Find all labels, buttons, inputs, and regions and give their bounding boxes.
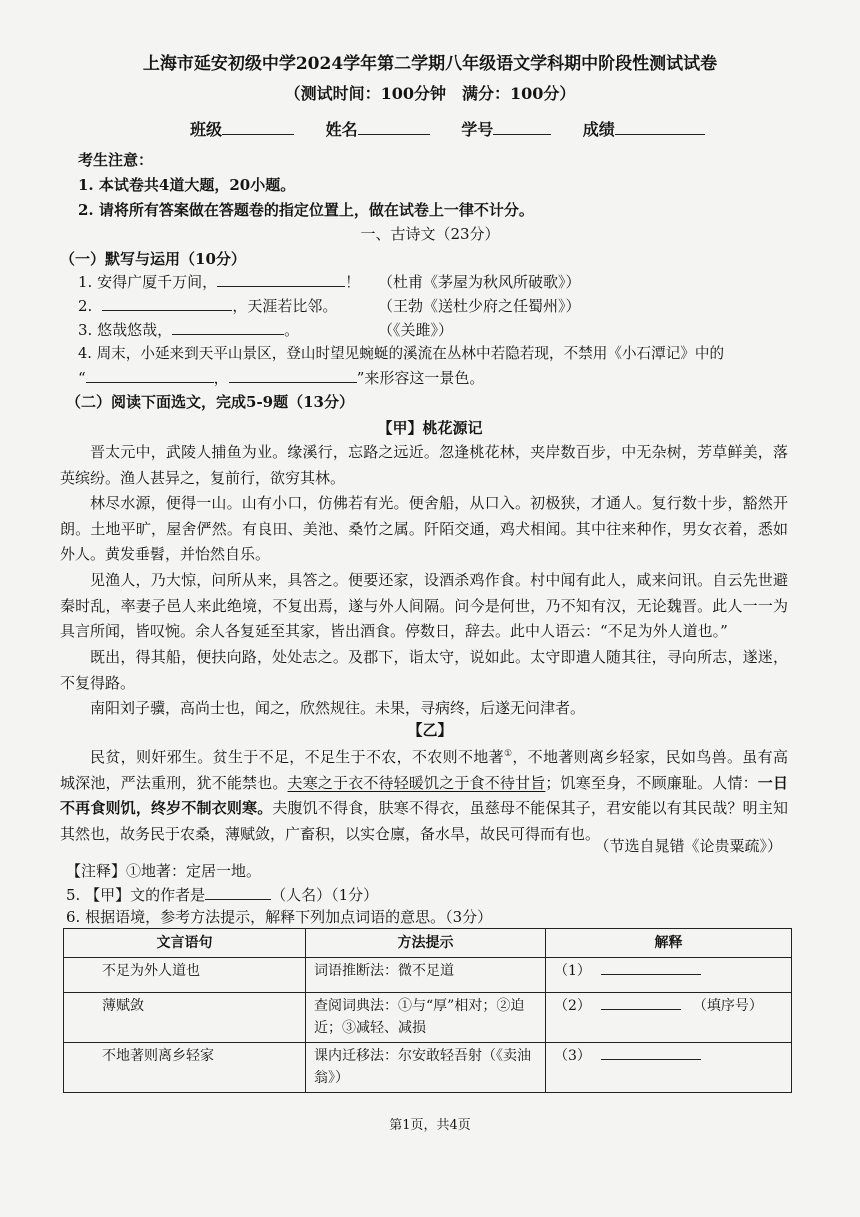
exam-subtitle: （测试时间：100分钟 满分：100分） xyxy=(284,84,576,103)
student-id-blank xyxy=(493,120,551,135)
q3-blank xyxy=(172,320,284,335)
q2-text: ，天涯若比邻。 xyxy=(232,297,338,315)
jia-paragraph-4: 既出，得其船，便扶向路，处处志之。及郡下，诣太守，说如此。太守即遣人随其往，寻向所志，遂迷，不复得路。 xyxy=(60,648,788,692)
q6-hint-1: 词语推断法：微不足道 xyxy=(306,958,546,993)
q6-sentence-3 xyxy=(64,1043,306,1093)
q5-blank xyxy=(205,885,271,900)
table-row xyxy=(64,993,792,1043)
q6-answer-2-note: （填序号） xyxy=(692,998,763,1014)
score-label: 成绩 xyxy=(582,120,615,139)
question-4-line1: 4. 周末，小延来到天平山景区，登山时望见蜿蜒的溪流在丛林中若隐若现，不禁用《小石潭记》中的 xyxy=(78,345,725,362)
yi-title: 【乙】 xyxy=(407,721,453,739)
q2-source: （王勃《送杜少府之任蜀州》） xyxy=(378,297,581,315)
q1-blank xyxy=(217,272,345,287)
yi-text-1: 民贫，则奸邪生。贫生于不足，不足生于不农，不农则不地著 xyxy=(90,748,504,766)
q4-blank-2 xyxy=(229,368,357,383)
q3-end: 。 xyxy=(284,321,300,339)
student-info-row xyxy=(190,119,705,141)
q1-end: ！ xyxy=(345,273,361,291)
q6-sentence-3-text: 不地著则离乡轻家 xyxy=(102,1048,214,1064)
q2-number: 2. xyxy=(78,297,93,315)
q6-table xyxy=(63,928,792,1093)
q6-header-row xyxy=(64,929,792,958)
question-6: 6. 根据语境，参考方法提示，解释下列加点词语的意思。（3分） xyxy=(66,908,493,926)
yi-text-3: ；饥寒至身，不顾廉耻。人情： xyxy=(545,773,758,792)
q6-header-hint: 方法提示 xyxy=(306,929,546,958)
jia-paragraph-2: 林尽水源，便得一山。山有小口，仿佛若有光。便舍船，从口入。初极狭，才通人。复行数十步，豁然开朗。土地平旷，屋舍俨然。有良田、美池、桑竹之属。阡陌交通，鸡犬相闻。其中往来种作，男女衣着，悉如外人。黄发垂髫，并怡然自乐。 xyxy=(60,494,788,564)
q6-sentence-1 xyxy=(64,958,306,993)
q6-answer-1 xyxy=(546,958,792,993)
q5-prompt: 5. 【甲】文的作者是 xyxy=(66,886,206,904)
q1-source: （杜甫《茅屋为秋风所破歌》） xyxy=(378,273,581,291)
yi-annotation: 【注释】①地著：定居一地。 xyxy=(66,862,262,880)
q6-header-answer: 解释 xyxy=(546,929,792,958)
yi-source: （节选自晁错《论贵粟疏》） xyxy=(594,837,782,855)
q6-sentence-1-text: 不足为外人道也 xyxy=(102,963,200,979)
yi-text-4: 夫腹饥不得食，肤寒不得衣，虽慈母不能保其子，君安能以有其民哉？明主知其然也，故务民于农桑，薄赋敛，广畜积，以实仓廪，备水旱，故民可得而有也。 xyxy=(60,799,788,843)
yi-note-mark: ① xyxy=(503,749,513,759)
q6-answer-2-blank xyxy=(601,995,681,1010)
q3-prompt: 3. 悠哉悠哉， xyxy=(78,321,173,339)
q4-blank-1 xyxy=(86,368,214,383)
yi-bold-sentence: 一日不再食则饥，终岁不制衣则寒。 xyxy=(60,773,788,818)
yi-passage xyxy=(60,742,788,847)
jia-paragraph-3: 见渔人，乃大惊，问所从来，具答之。便要还家，设酒杀鸡作食。村中闻有此人，咸来问讯。自云先世避秦时乱，率妻子邑人来此绝境，不复出焉，遂与外人间隔。问今是何世，乃不知有汉，无论魏晋。此人一一为具言所闻，皆叹惋。余人各复延至其家，皆出酒食。停数日，辞去。此中人语云：“不足为外人道也。” xyxy=(60,571,788,641)
q2-blank xyxy=(102,296,232,311)
question-3 xyxy=(78,320,299,340)
yi-underlined-sentence: 夫寒之于衣不待轻暖饥之于食不待甘旨 xyxy=(287,773,546,792)
question-5 xyxy=(66,885,378,905)
question-2 xyxy=(78,296,337,316)
question-4-line2 xyxy=(78,368,484,388)
q6-answer-1-number: （1） xyxy=(554,963,591,979)
name-blank xyxy=(358,120,430,135)
q6-sentence-2-text: 薄赋敛 xyxy=(102,998,144,1014)
jia-paragraph-5: 南阳刘子骥，高尚士也，闻之，欣然规往。未果，寻病终，后遂无问津者。 xyxy=(90,699,586,717)
q6-hint-3: 课内迁移法：尔安敢轻吾射（《卖油翁》） xyxy=(306,1043,546,1093)
q3-source: （《关雎》） xyxy=(378,321,454,339)
part2-title: （二）阅读下面选文，完成5-9题（13分） xyxy=(66,393,354,411)
part1-title: （一）默写与运用（10分） xyxy=(60,250,246,268)
yi-text-2: ，不地著则离乡轻家，民如鸟兽。虽有高城深池，严法重刑，犹不能禁也。 xyxy=(60,748,788,792)
class-blank xyxy=(222,120,294,135)
page-number: 第1页，共4页 xyxy=(389,1118,471,1133)
q6-answer-2 xyxy=(546,993,792,1043)
q6-answer-3-number: （3） xyxy=(554,1048,591,1064)
notice-item-2: 2. 请将所有答案做在答题卷的指定位置上，做在试卷上一律不计分。 xyxy=(78,201,534,219)
student-id-label: 学号 xyxy=(461,120,494,139)
score-blank xyxy=(615,120,705,135)
q4-comma: ， xyxy=(213,369,229,387)
jia-paragraph-1: 晋太元中，武陵人捕鱼为业。缘溪行，忘路之远近。忽逢桃花林，夹岸数百步，中无杂树，芳草鲜美，落英缤纷。渔人甚异之，复前行，欲穷其林。 xyxy=(60,443,788,487)
jia-title: 【甲】桃花源记 xyxy=(377,419,483,437)
q5-points: （人名）（1分） xyxy=(271,886,379,904)
notice-item-1: 1. 本试卷共4道大题，20小题。 xyxy=(78,176,296,194)
question-1 xyxy=(78,272,360,292)
q6-sentence-2 xyxy=(64,993,306,1043)
q6-answer-1-blank xyxy=(601,960,701,975)
name-label: 姓名 xyxy=(325,120,358,139)
q1-prompt: 1. 安得广厦千万间， xyxy=(78,273,218,291)
table-row xyxy=(64,958,792,993)
section1-title: 一、古诗文（23分） xyxy=(360,225,500,243)
class-label: 班级 xyxy=(190,120,223,139)
q6-answer-3 xyxy=(546,1043,792,1093)
exam-title: 上海市延安初级中学2024学年第二学期八年级语文学科期中阶段性测试试卷 xyxy=(142,54,718,74)
q4-close: ”来形容这一景色。 xyxy=(356,369,485,387)
q6-answer-3-blank xyxy=(601,1045,701,1060)
q6-header-sentence: 文言语句 xyxy=(64,929,306,958)
q4-open-quote: “ xyxy=(78,369,86,387)
notice-title: 考生注意： xyxy=(78,151,154,169)
q6-answer-2-number: （2） xyxy=(554,998,591,1014)
table-row xyxy=(64,1043,792,1093)
q6-hint-2: 查阅词典法：①与“厚”相对；②迫近；③减轻、减损 xyxy=(306,993,546,1043)
